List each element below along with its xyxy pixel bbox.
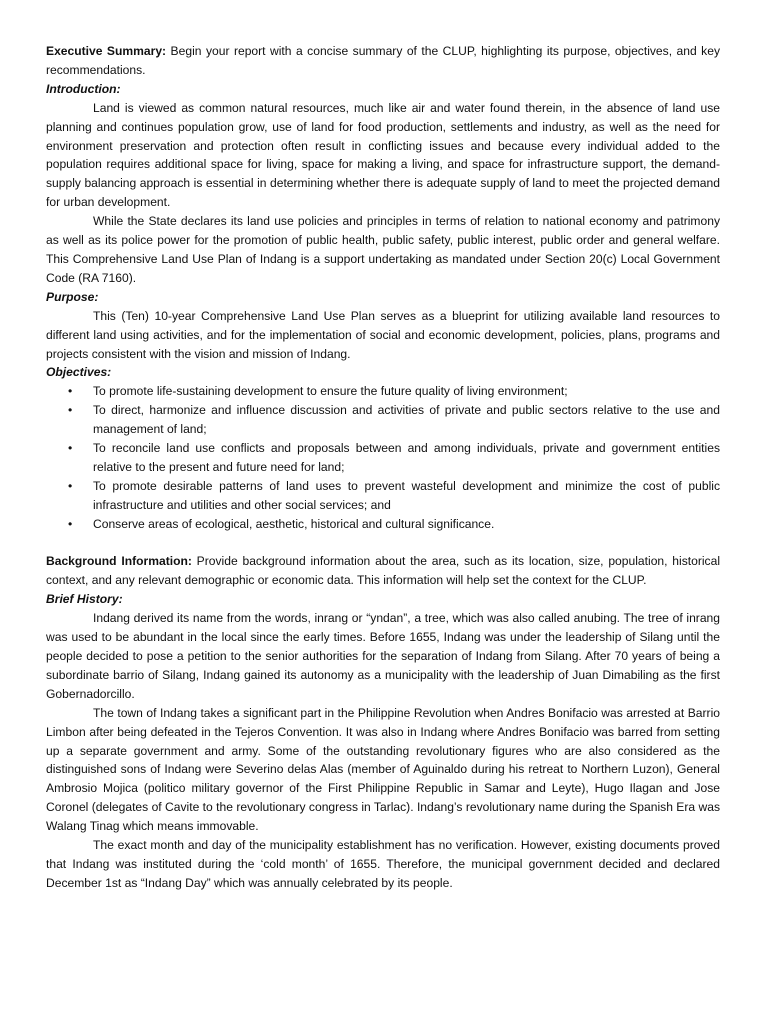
objective-item [46,382,720,401]
objective-text: To promote desirable patterns of land uses to prevent wasteful development and minimize the cost of public infrastructure and utilities and other social services; and [93,478,720,512]
background-heading: Background Information: [46,554,192,569]
objectives-heading: Objectives: [46,365,112,380]
executive-summary-text: Begin your report with a concise summary of the CLUP, highlighting its purpose, objectives, and key recommendations. [46,44,720,77]
introduction-heading: Introduction: [46,81,121,96]
purpose-paragraph: This (Ten) 10-year Comprehensive Land Use Plan serves as a blueprint for utilizing available land resources to different land using activities, and for the implementation of social and economic development, policies, plans, programs and projects consistent with the vision and mission of Indang. [46,308,720,361]
history-paragraph-1: Indang derived its name from the words, inrang or “yndan”, a tree, which was also called anubing. The tree of inrang was used to be abundant in the local since the early times. Before 1655, Indang was under the leadership of Silang until the people decided to pose a petition to the senior authorities for the separation of Indang from Silang. After 70 years of being a subordinate barrio of Silang, Indang gained its autonomy as a municipality with the leadership of Juan Dimabiling as the first Gobernadorcillo. [46,611,720,701]
objective-item [46,515,720,534]
executive-summary-paragraph [46,42,720,80]
bullet-icon: • [68,384,73,399]
background-paragraph [46,552,720,590]
objectives-list [46,382,720,533]
objective-item [46,477,720,515]
introduction-paragraph-1: Land is viewed as common natural resources, much like air and water found therein, in the absence of land use planning and continues population grow, use of land for food production, settlements and industry, as well as the need for environment preservation and protection often result in conflicting issues and because every individual added to the population requires additional space for living, space for making a living, and space for infrastructure support, the demand-supply balancing approach is essential in determining whether there is adequate supply of land to meet the projected demand for urban development. [46,100,720,210]
bullet-icon: • [68,478,73,493]
objective-item [46,439,720,477]
purpose-heading: Purpose: [46,289,99,304]
section-spacer [46,534,720,553]
objective-item [46,401,720,439]
introduction-paragraph-2: While the State declares its land use policies and principles in terms of relation to national economy and patrimony as well as its police power for the promotion of public health, public safety, public interest, public order and general welfare. This Comprehensive Land Use Plan of Indang is a support undertaking as mandated under Section 20(c) Local Government Code (RA 7160). [46,214,720,285]
objective-text: Conserve areas of ecological, aesthetic, historical and cultural significance. [93,516,495,531]
executive-summary-heading: Executive Summary: [46,44,167,58]
bullet-icon: • [68,441,73,456]
background-text: Provide background information about the area, such as its location, size, population, historical context, and any relevant demographic or economic data. This information will help set the context for the CLUP. [46,554,721,588]
history-paragraph-3: The exact month and day of the municipality establishment has no verification. However, existing documents proved that Indang was instituted during the ‘cold month’ of 1655. Therefore, the municipal government decided and declared December 1st as “Indang Day” which was annually celebrated by its people. [46,838,720,890]
history-paragraph-2: The town of Indang takes a significant part in the Philippine Revolution when Andres Bonifacio was arrested at Barrio Limbon after being defeated in the Tejeros Convention. It was also in Indang where Andres Bonifacio was barred from setting up a separate government and army. Some of the outstanding revolutionary figures who are also considered as the distinguished sons of Indang were Severino delas Alas (member of Aguinaldo during his retreat to Northern Luzon), General Ambrosio Mojica (politico military governor of the First Philippine Republic in Samar and Leyte), Hugo Ilagan and Jose Coronel (delegates of Cavite to the revolutionary congress in Tarlac). Indang’s revolutionary name during the Spanish Era was Walang Tinag which means immovable. [46,705,720,834]
objective-text: To promote life-sustaining development to ensure the future quality of living environment; [93,384,568,399]
objective-text: To reconcile land use conflicts and proposals between and among individuals, private and government entities relative to the present and future need for land; [93,441,720,474]
document-page [46,42,720,893]
bullet-icon: • [68,403,73,418]
objective-text: To direct, harmonize and influence discussion and activities of private and public sectors relative to the use and management of land; [93,403,720,437]
bullet-icon: • [68,516,73,531]
brief-history-heading: Brief History: [46,592,123,607]
